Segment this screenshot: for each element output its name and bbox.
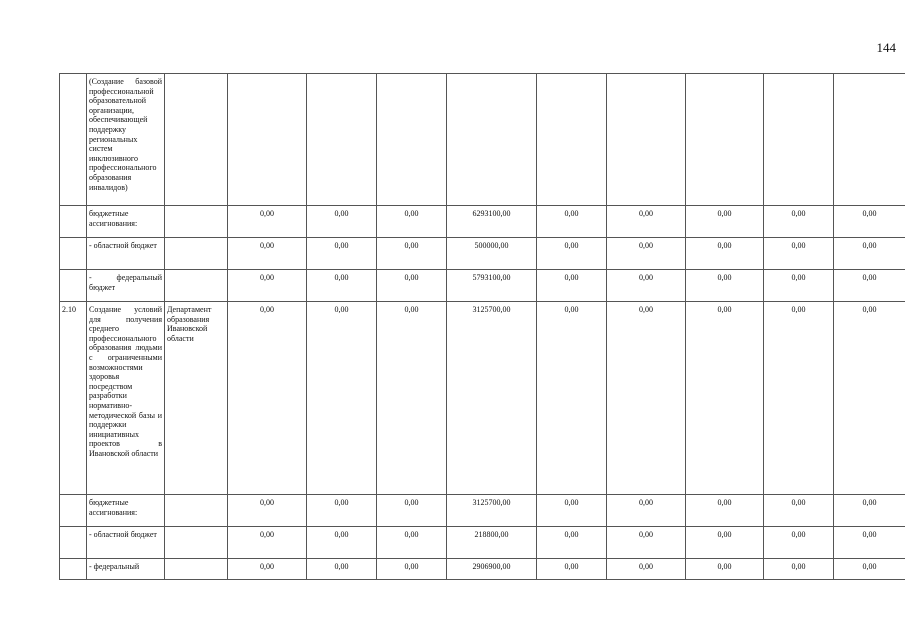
value-cell: 0,00 <box>764 527 834 559</box>
value-cell <box>764 74 834 206</box>
value-cell: 0,00 <box>377 238 447 270</box>
table-body <box>60 74 905 580</box>
value-cell: 0,00 <box>764 559 834 580</box>
value-cell: 0,00 <box>834 527 905 559</box>
value-cell: 0,00 <box>834 495 905 527</box>
value-cell: 0,00 <box>607 559 686 580</box>
description-cell: Создание условий для получения среднего профессионального образования людьми с ограниченными возможностями здоровья посредством разработки нормативно-методической базы и поддержки инициативных проектов в Ивановской области <box>87 302 165 495</box>
value-cell: 3125700,00 <box>447 302 537 495</box>
value-cell: 0,00 <box>537 559 607 580</box>
executor-cell <box>165 495 228 527</box>
row-index-cell: 2.10 <box>60 302 87 495</box>
value-cell <box>686 74 764 206</box>
value-cell: 0,00 <box>607 527 686 559</box>
value-cell: 0,00 <box>834 559 905 580</box>
table-row <box>60 527 905 559</box>
row-index-cell <box>60 495 87 527</box>
value-cell: 0,00 <box>764 238 834 270</box>
description-cell: - федеральный <box>87 559 165 580</box>
value-cell: 6293100,00 <box>447 206 537 238</box>
value-cell: 0,00 <box>686 495 764 527</box>
value-cell: 0,00 <box>307 238 377 270</box>
value-cell: 0,00 <box>764 302 834 495</box>
table-row <box>60 559 905 580</box>
value-cell <box>377 74 447 206</box>
value-cell <box>834 74 905 206</box>
value-cell: 0,00 <box>834 206 905 238</box>
value-cell <box>228 74 307 206</box>
value-cell: 0,00 <box>607 302 686 495</box>
value-cell: 0,00 <box>307 302 377 495</box>
table-row <box>60 206 905 238</box>
value-cell: 0,00 <box>307 495 377 527</box>
description-cell: бюджетные ассигнования: <box>87 495 165 527</box>
table-row <box>60 238 905 270</box>
value-cell: 0,00 <box>537 495 607 527</box>
value-cell: 0,00 <box>537 270 607 302</box>
row-index-cell <box>60 74 87 206</box>
value-cell: 0,00 <box>377 527 447 559</box>
value-cell: 0,00 <box>834 302 905 495</box>
value-cell <box>307 74 377 206</box>
row-index-cell <box>60 559 87 580</box>
value-cell: 0,00 <box>686 270 764 302</box>
value-cell: 0,00 <box>607 206 686 238</box>
value-cell <box>447 74 537 206</box>
description-cell: бюджетные ассигнования: <box>87 206 165 238</box>
value-cell: 0,00 <box>607 270 686 302</box>
value-cell: 5793100,00 <box>447 270 537 302</box>
value-cell: 500000,00 <box>447 238 537 270</box>
table-row <box>60 302 905 495</box>
value-cell: 0,00 <box>228 302 307 495</box>
value-cell: 0,00 <box>764 270 834 302</box>
value-cell: 0,00 <box>228 495 307 527</box>
value-cell: 0,00 <box>764 206 834 238</box>
value-cell: 0,00 <box>537 206 607 238</box>
value-cell: 0,00 <box>307 559 377 580</box>
value-cell: 0,00 <box>537 527 607 559</box>
executor-cell <box>165 206 228 238</box>
description-cell: - областной бюджет <box>87 238 165 270</box>
table-row <box>60 74 905 206</box>
value-cell: 0,00 <box>686 206 764 238</box>
executor-cell <box>165 270 228 302</box>
description-cell: (Создание базовой профессиональной образовательной организации, обеспечивающей поддержку региональных систем инклюзивного профессионального образования инвалидов) <box>87 74 165 206</box>
value-cell: 0,00 <box>686 302 764 495</box>
description-cell: - федеральный бюджет <box>87 270 165 302</box>
executor-cell <box>165 527 228 559</box>
value-cell: 0,00 <box>377 495 447 527</box>
budget-table <box>59 73 905 580</box>
value-cell: 0,00 <box>377 206 447 238</box>
row-index-cell <box>60 206 87 238</box>
value-cell: 0,00 <box>228 270 307 302</box>
value-cell <box>537 74 607 206</box>
description-cell: - областной бюджет <box>87 527 165 559</box>
executor-cell: Департамент образования Ивановской области <box>165 302 228 495</box>
value-cell: 0,00 <box>307 270 377 302</box>
value-cell: 0,00 <box>307 206 377 238</box>
row-index-cell <box>60 527 87 559</box>
value-cell: 0,00 <box>686 527 764 559</box>
value-cell: 0,00 <box>377 270 447 302</box>
executor-cell <box>165 74 228 206</box>
table-row <box>60 270 905 302</box>
value-cell: 2906900,00 <box>447 559 537 580</box>
value-cell: 0,00 <box>377 302 447 495</box>
value-cell: 0,00 <box>607 495 686 527</box>
executor-cell <box>165 238 228 270</box>
value-cell: 0,00 <box>607 238 686 270</box>
value-cell: 0,00 <box>764 495 834 527</box>
row-index-cell <box>60 270 87 302</box>
value-cell: 218800,00 <box>447 527 537 559</box>
row-index-cell <box>60 238 87 270</box>
value-cell: 0,00 <box>228 206 307 238</box>
value-cell: 0,00 <box>228 238 307 270</box>
value-cell: 0,00 <box>834 238 905 270</box>
value-cell: 0,00 <box>686 559 764 580</box>
executor-cell <box>165 559 228 580</box>
value-cell: 0,00 <box>377 559 447 580</box>
value-cell: 0,00 <box>228 527 307 559</box>
value-cell: 0,00 <box>834 270 905 302</box>
table-row <box>60 495 905 527</box>
value-cell: 0,00 <box>686 238 764 270</box>
value-cell: 3125700,00 <box>447 495 537 527</box>
value-cell <box>607 74 686 206</box>
value-cell: 0,00 <box>537 302 607 495</box>
value-cell: 0,00 <box>307 527 377 559</box>
value-cell: 0,00 <box>537 238 607 270</box>
value-cell: 0,00 <box>228 559 307 580</box>
page-number: 144 <box>876 40 896 55</box>
